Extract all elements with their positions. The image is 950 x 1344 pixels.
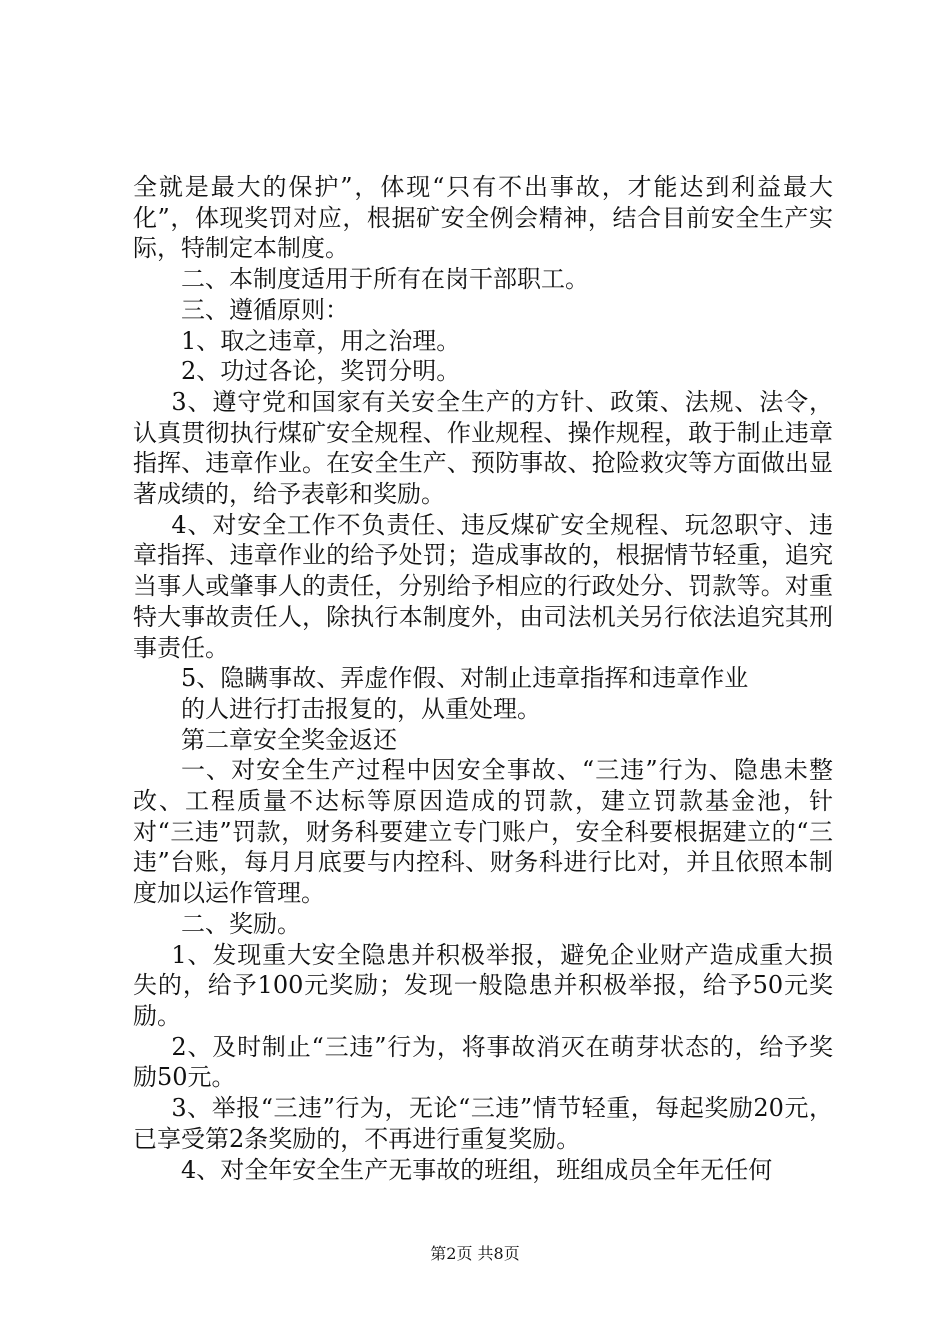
paragraph-principle-2: 2、功过各论，奖罚分明。 (181, 357, 461, 386)
paragraph-principles-heading: 三、遵循原则： (181, 295, 349, 324)
paragraph-fine-fund: 一、对安全生产过程中因安全事故、“三违”行为、隐患未整改、工程质量不达标等原因造成的罚款，建立罚款基金池，针对“三违”罚款，财务科要建立专门账户，安全科要根据建立的“三违”台账，每月月底要与内控科、财务科进行比对，并且依照本制度加以运作管理。 (133, 756, 833, 908)
paragraph-principle-5-line1: 5、隐瞒事故、弄虚作假、对制止违章指挥和违章作业 (181, 664, 749, 693)
paragraph-reward-4: 4、对全年安全生产无事故的班组，班组成员全年无任何 (181, 1155, 773, 1184)
paragraph-principle-3: 3、遵守党和国家有关安全生产的方针、政策、法规、法令，认真贯彻执行煤矿安全规程、作业规程、操作规程，敢于制止违章指挥、违章作业。在安全生产、预防事故、抢险救灾等方面做出显著成绩的，给予表彰和奖励。 (133, 387, 833, 509)
paragraph-reward-3: 3、举报“三违”行为，无论“三违”情节轻重，每起奖励20元，已享受第2条奖励的，不再进行重复奖励。 (133, 1094, 833, 1153)
page-number-footer: 第2页 共8页 (430, 1244, 520, 1263)
paragraph-principle-5-line2: 的人进行打击报复的，从重处理。 (181, 694, 541, 723)
paragraph-intro-continuation: 全就是最大的保护”，体现“只有不出事故，才能达到利益最大化”，体现奖罚对应，根据矿安全例会精神，结合目前安全生产实际，特制定本制度。 (133, 173, 833, 263)
chapter-heading: 第二章安全奖金返还 (181, 725, 397, 754)
paragraph-reward-1: 1、发现重大安全隐患并积极举报，避免企业财产造成重大损失的，给予100元奖励；发现一般隐患并积极举报，给予50元奖励。 (133, 940, 833, 1030)
paragraph-principle-1: 1、取之违章，用之治理。 (181, 326, 461, 355)
paragraph-scope: 二、本制度适用于所有在岗干部职工。 (181, 265, 589, 294)
document-body (133, 172, 833, 1185)
paragraph-principle-4: 4、对安全工作不负责任、违反煤矿安全规程、玩忽职守、违章指挥、违章作业的给予处罚；造成事故的，根据情节轻重，追究当事人或肇事人的责任，分别给予相应的行政处分、罚款等。对重特大事故责任人，除执行本制度外，由司法机关另行依法追究其刑事责任。 (133, 510, 833, 662)
paragraph-reward-2: 2、及时制止“三违”行为，将事故消灭在萌芽状态的，给予奖励50元。 (133, 1032, 833, 1092)
paragraph-rewards-heading: 二、奖励。 (181, 909, 301, 938)
